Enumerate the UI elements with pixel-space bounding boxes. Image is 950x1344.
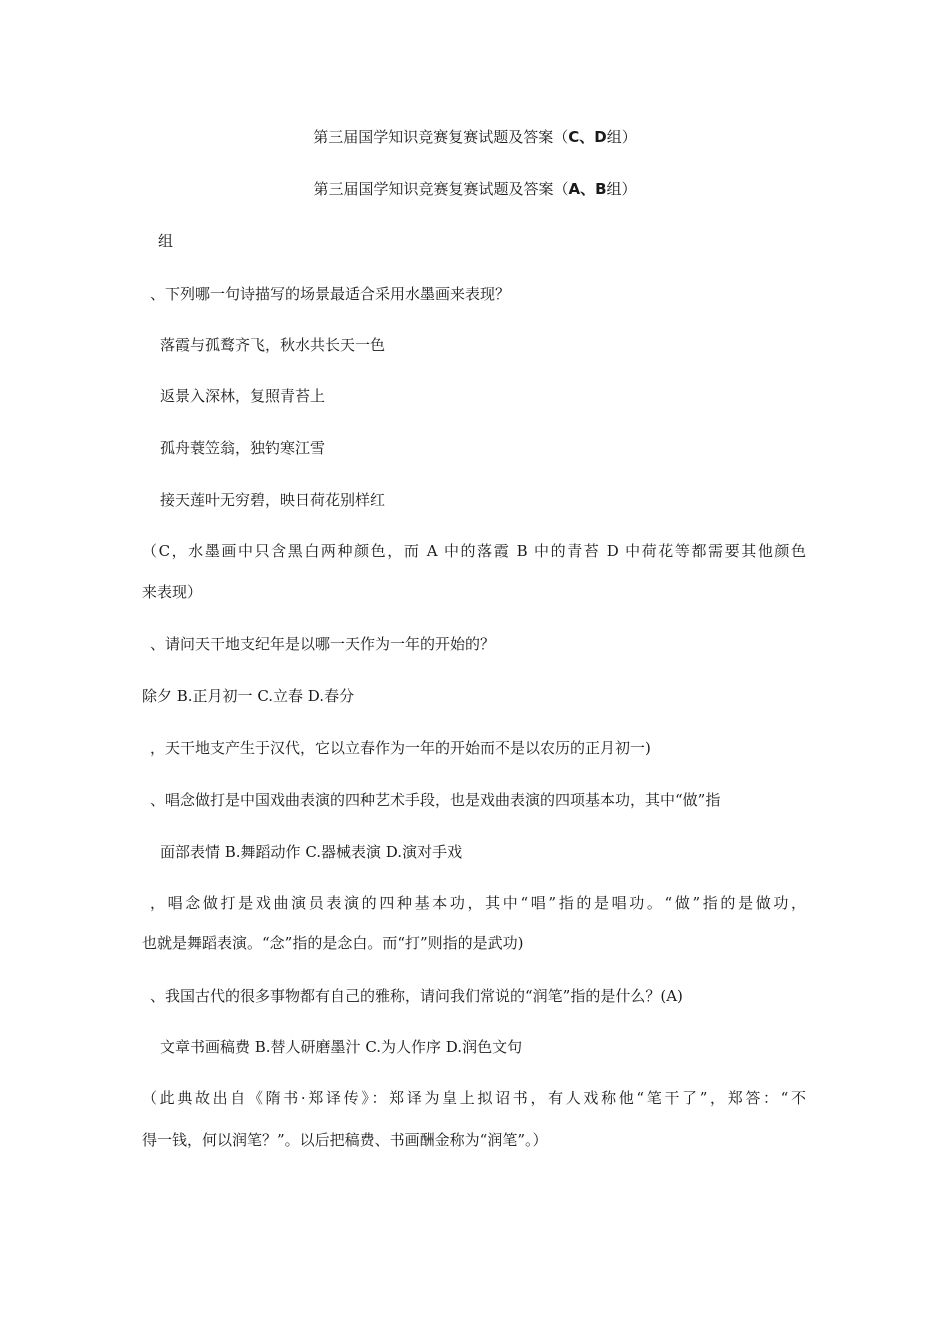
question-1: 、下列哪一句诗描写的场景最适合采用水墨画来表现？	[150, 285, 511, 303]
title-ab	[0, 179, 950, 199]
title-cd-separator: 、	[579, 128, 595, 146]
title-cd-letter-d: D	[594, 128, 607, 146]
q3-explanation-line2: 也就是舞蹈表演。“念”指的是念白。而“打”则指的是武功)	[142, 934, 524, 952]
q4-explanation-line1: （此典故出自《隋书·郑译传》：郑译为皇上拟诏书，有人戏称他“笔干了”，郑答：“不	[142, 1089, 806, 1107]
q1-explanation-line1: （C，水墨画中只含黑白两种颜色，而 A 中的落霞 B 中的青苔 D 中荷花等都需要其他颜色	[142, 542, 806, 560]
group-label: 组	[158, 232, 174, 250]
q1-option-a: 落霞与孤鹜齐飞，秋水共长天一色	[160, 336, 386, 354]
title-cd-suffix: 组）	[606, 128, 637, 146]
title-ab-separator: 、	[580, 180, 596, 198]
question-4: 、我国古代的很多事物都有自己的雅称，请问我们常说的“润笔”指的是什么？(A)	[150, 987, 683, 1005]
q3-options: 面部表情 B.舞蹈动作 C.器械表演 D.演对手戏	[160, 843, 463, 861]
title-cd-letter-c: C	[568, 128, 580, 146]
title-cd	[0, 127, 950, 147]
q2-explanation: ，天干地支产生于汉代，它以立春作为一年的开始而不是以农历的正月初一)	[150, 739, 651, 757]
q3-explanation-line1: ，唱念做打是戏曲演员表演的四种基本功，其中“唱”指的是唱功。“做”指的是做功，	[150, 894, 806, 912]
title-ab-letter-b: B	[595, 180, 607, 198]
q1-option-c: 孤舟蓑笠翁，独钓寒江雪	[160, 439, 326, 457]
title-ab-suffix: 组）	[606, 180, 637, 198]
q4-explanation-line2: 得一钱，何以润笔？”。以后把稿费、书画酬金称为“润笔”。）	[142, 1131, 548, 1149]
q1-option-b: 返景入深林，复照青苔上	[160, 387, 326, 405]
q1-option-d: 接天莲叶无穷碧，映日荷花别样红	[160, 491, 386, 509]
q2-options: 除夕 B.正月初一 C.立春 D.春分	[142, 687, 355, 705]
q1-explanation-line2: 来表现）	[142, 583, 203, 601]
title-ab-letter-a: A	[568, 180, 581, 198]
q4-options: 文章书画稿费 B.替人研磨墨汁 C.为人作序 D.润色文句	[160, 1038, 523, 1056]
title-ab-prefix: 第三届国学知识竞赛复赛试题及答案（	[313, 180, 569, 198]
question-2: 、请问天干地支纪年是以哪一天作为一年的开始的？	[150, 635, 496, 653]
question-3: 、唱念做打是中国戏曲表演的四种艺术手段，也是戏曲表演的四项基本功，其中“做”指	[150, 791, 721, 809]
title-cd-prefix: 第三届国学知识竞赛复赛试题及答案（	[313, 128, 569, 146]
